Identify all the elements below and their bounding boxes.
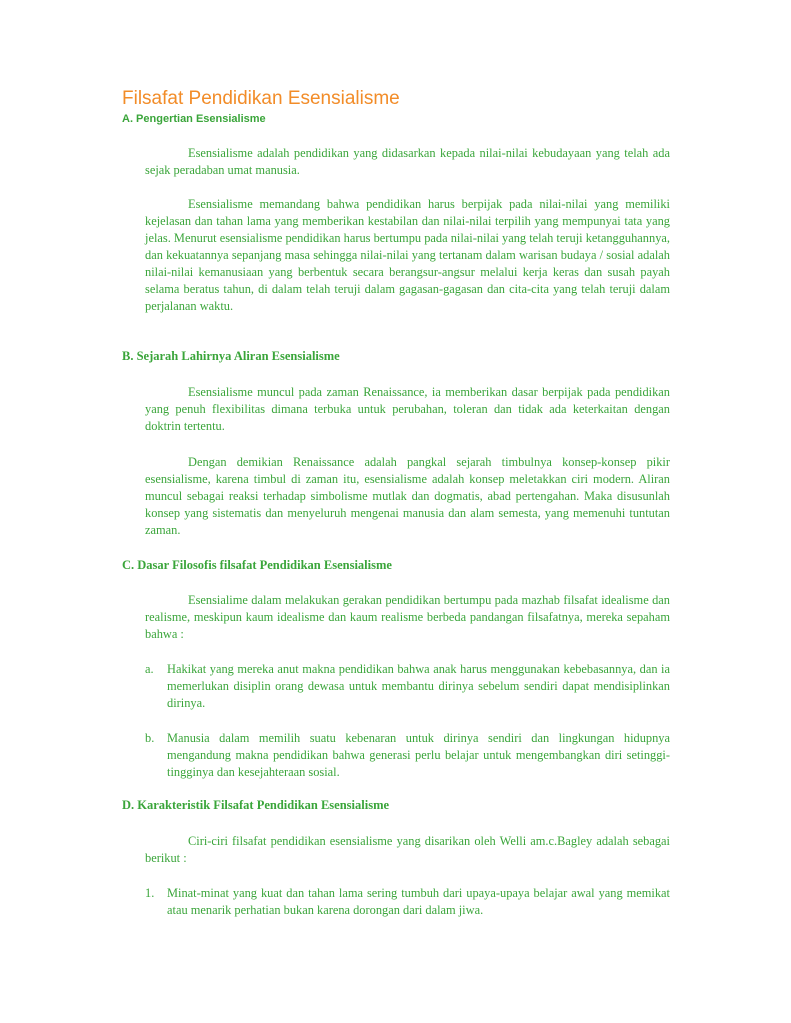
list-marker: 1. — [145, 886, 155, 900]
list-marker: b. — [145, 731, 155, 745]
section-c-heading: C. Dasar Filosofis filsafat Pendidikan Esensialisme — [122, 558, 392, 572]
section-c-list-item-b — [145, 730, 670, 781]
list-item-text: Manusia dalam memilih suatu kebenaran untuk dirinya sendiri dan lingkungan hidupnya mengandung makna pendidikan bahwa generasi perlu belajar untuk mengembangkan diri setinggi-tingginya dan kesejahteraan sosial. — [167, 731, 670, 779]
list-item-text: Hakikat yang mereka anut makna pendidikan bahwa anak harus menggunakan kebebasannya, dan ia memerlukan disiplin orang dewasa untuk membantu dirinya sebelum sendiri dapat mendisiplinkan dirinya. — [167, 662, 670, 710]
section-d-heading: D. Karakteristik Filsafat Pendidikan Esensialisme — [122, 798, 390, 812]
section-a-paragraph-1: Esensialisme adalah pendidikan yang didasarkan kepada nilai-nilai kebudayaan yang telah ada sejak peradaban umat manusia. — [145, 146, 670, 177]
section-b-paragraph-1: Esensialisme muncul pada zaman Renaissance, ia memberikan dasar berpijak pada pendidikan yang penuh flexibilitas dimana terbuka untuk perubahan, toleran dan tidak ada keterkaitan dengan doktrin tertentu. — [145, 385, 670, 433]
section-d-paragraph-1: Ciri-ciri filsafat pendidikan esensialisme yang disarikan oleh Welli am.c.Bagley adalah sebagai berikut : — [145, 834, 670, 865]
list-marker: a. — [145, 662, 154, 676]
section-d-list-item-1 — [145, 885, 670, 919]
document-title: Filsafat Pendidikan Esensialisme — [122, 88, 400, 109]
section-c-list-item-a — [145, 661, 670, 712]
list-item-text: Minat-minat yang kuat dan tahan lama sering tumbuh dari upaya-upaya belajar awal yang memikat atau menarik perhatian bukan karena dorongan dari dalam jiwa. — [167, 886, 670, 917]
section-c-paragraph-1: Esensialime dalam melakukan gerakan pendidikan bertumpu pada mazhab filsafat idealisme dan realisme, meskipun kaum idealisme dan kaum realisme berbeda pandangan filsafatnya, mereka sepaham bahwa : — [145, 593, 670, 641]
section-b-paragraph-2: Dengan demikian Renaissance adalah pangkal sejarah timbulnya konsep-konsep pikir esensialisme, karena timbul di zaman itu, esensialisme adalah konsep meletakkan ciri modern. Aliran muncul sebagai reaksi terhadap simbolisme mutlak dan dogmatis, abad pertengahan. Maka disusunlah konsep yang sistematis dan menyeluruh mengenai manusia dan alam semesta, yang memenuhi tuntutan zaman. — [145, 455, 670, 537]
section-a-heading: A. Pengertian Esensialisme — [122, 113, 266, 125]
section-b-heading: B. Sejarah Lahirnya Aliran Esensialisme — [122, 349, 340, 363]
section-a-paragraph-2: Esensialisme memandang bahwa pendidikan harus berpijak pada nilai-nilai yang memiliki kejelasan dan tahan lama yang memberikan kestabilan dan nilai-nilai terpilih yang mempunyai tata yang jelas. Menurut esensialisme pendidikan harus bertumpu pada nilai-nilai yang telah teruji ketangguhannya, dan kekuatannya sepanjang masa sehingga nilai-nilai yang tertanam dalam warisan budaya / sosial adalah nilai-nilai kemanusiaan yang berbentuk secara berangsur-angsur melalui kerja keras dan susah payah selama beratus tahun, di dalam telah teruji dalam gagasan-gagasan dan cita-cita yang telah teruji dalam perjalanan waktu. — [145, 197, 670, 313]
